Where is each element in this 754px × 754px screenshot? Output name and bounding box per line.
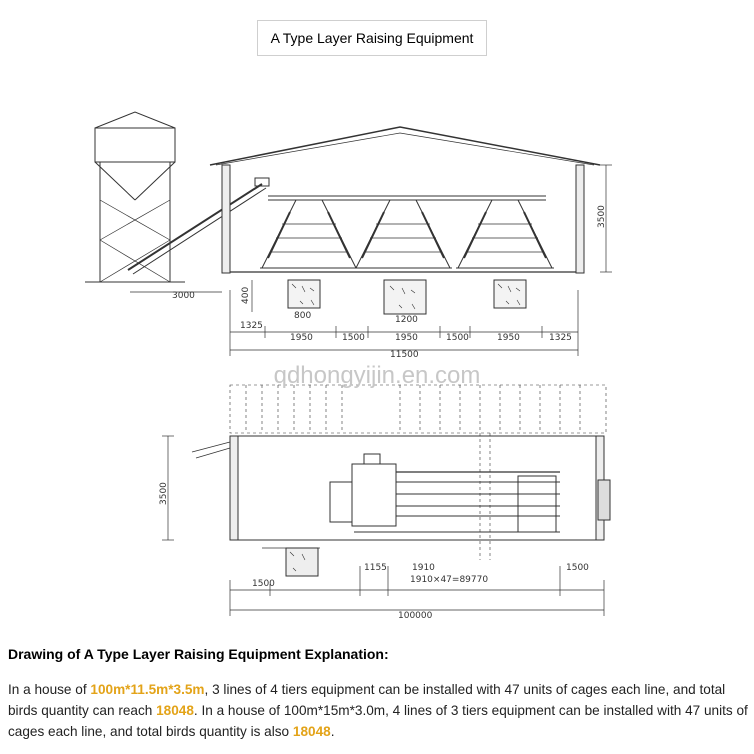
- explanation-text-c: . In a house of 100m*15m*3.0m, 4 lines of 3 tiers equipment can be installed with 47 units of cages each line, and total birds quantity is also: [8, 703, 748, 739]
- explanation-title: Drawing of A Type Layer Raising Equipment Explanation:: [8, 646, 389, 662]
- dim-1950-c: 1950: [497, 333, 520, 343]
- feed-silo: [85, 112, 185, 282]
- dim-1325-left: 1325: [240, 321, 263, 331]
- cage-line-1: [260, 200, 358, 308]
- dim-total-width: 11500: [390, 350, 419, 360]
- dim-plan-series: 1910×47=89770: [410, 575, 489, 585]
- dim-pit-depth: 400: [241, 286, 251, 304]
- highlight-bird-count-1: 18048: [156, 703, 194, 718]
- dim-silo-offset: 3000: [172, 291, 195, 301]
- explanation-paragraph: [8, 679, 752, 742]
- dim-pit-width: 1200: [395, 315, 418, 325]
- plan-cage-rows: [330, 454, 560, 532]
- explanation-text-d: .: [330, 724, 335, 739]
- dim-height-plan: 3500: [159, 482, 169, 505]
- cage-line-2: [354, 200, 452, 314]
- dim-1500-a: 1500: [342, 333, 365, 343]
- dim-1500-b: 1500: [446, 333, 469, 343]
- dim-1325-right: 1325: [549, 333, 572, 343]
- watermark: qdhongyijin.en.com: [273, 362, 481, 389]
- cage-line-3: [456, 200, 554, 308]
- diagram-title: A Type Layer Raising Equipment: [270, 30, 474, 46]
- explanation-text-b: , 3 lines of 4 tiers equipment can be installed with 47 units of cages each line, and total birds quantity can reach: [8, 682, 726, 718]
- dim-height-section: 3500: [597, 205, 607, 228]
- highlight-house-size: 100m*11.5m*3.5m: [90, 682, 205, 697]
- dim-plan-1500-right: 1500: [566, 563, 589, 573]
- dim-1950-a: 1950: [290, 333, 313, 343]
- dim-plan-1910: 1910: [412, 563, 435, 573]
- highlight-bird-count-2: 18048: [292, 724, 331, 739]
- dim-1950-b: 1950: [395, 333, 418, 343]
- dim-plan-1155: 1155: [364, 563, 387, 573]
- dim-plan-1500-left: 1500: [252, 579, 275, 589]
- dim-plan-length: 100000: [398, 611, 433, 621]
- dim-pit-inner: 800: [294, 311, 312, 321]
- explanation-text-a: In a house of: [8, 682, 91, 697]
